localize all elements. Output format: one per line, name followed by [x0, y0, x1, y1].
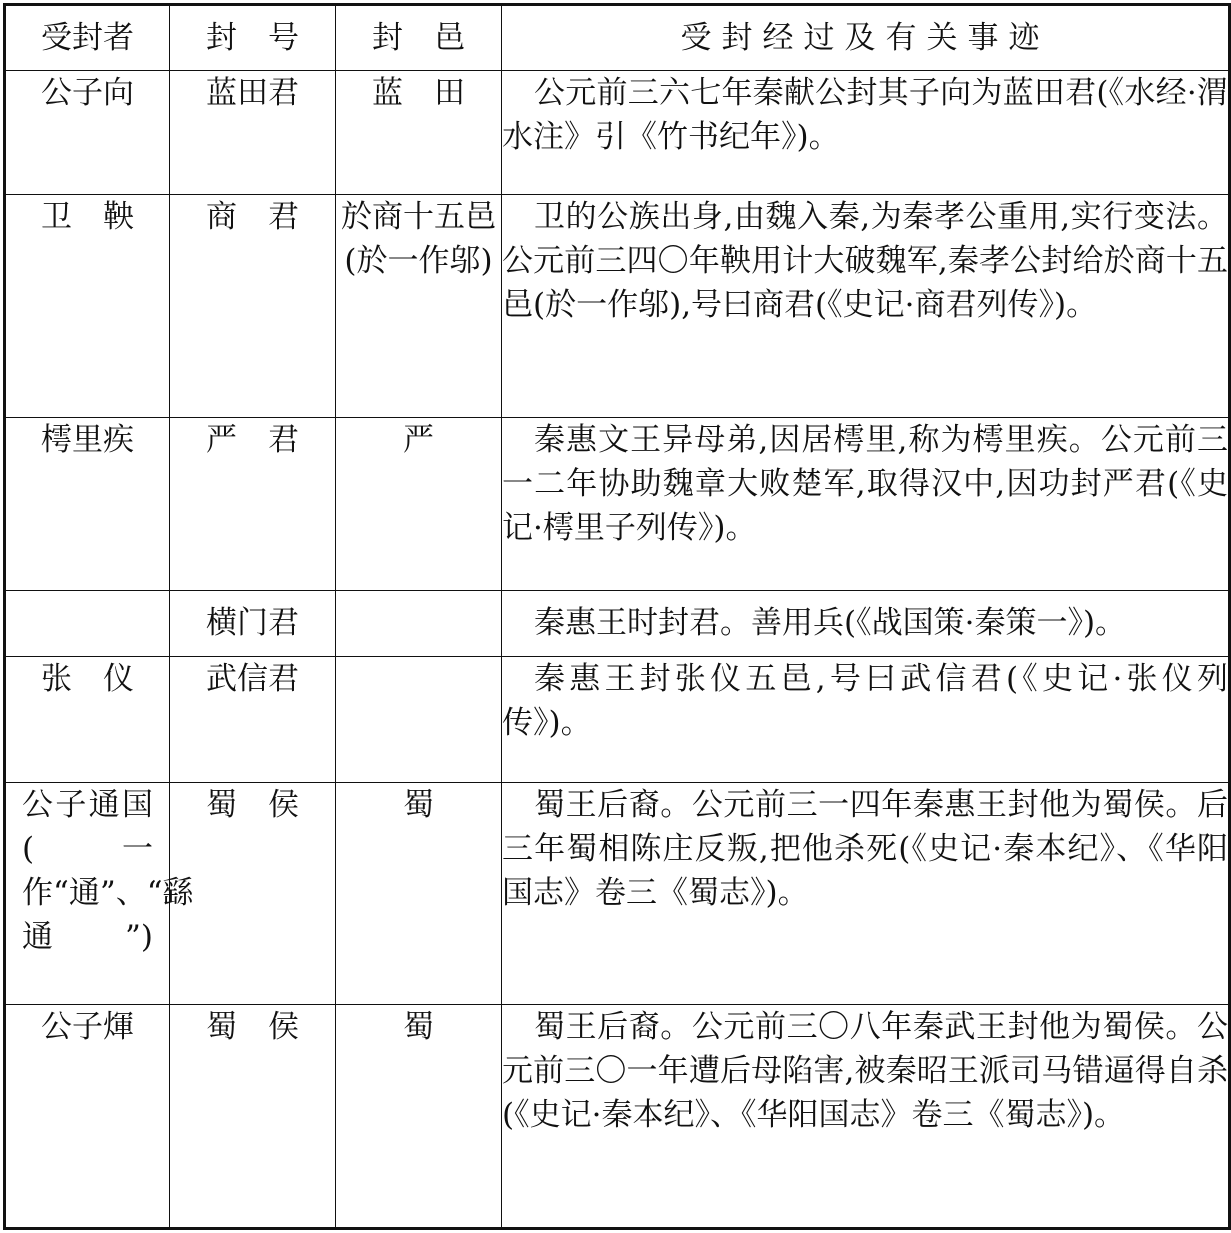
cell-title: 蜀 侯: [170, 783, 336, 1005]
table-row: [5, 657, 1230, 783]
cell-events: 蜀王后裔。公元前三〇八年秦武王封他为蜀侯。公元前三〇一年遭后母陷害,被秦昭王派司马错逼得自杀(《史记·秦本纪》、《华阳国志》卷三《蜀志》)。: [502, 1005, 1230, 1229]
cell-events: 秦惠王时封君。善用兵(《战国策·秦策一》)。: [502, 591, 1230, 657]
cell-recipient: 樗里疾: [5, 418, 170, 591]
cell-recipient: 公子通国(一作“通”、“繇通”): [5, 783, 170, 1005]
cell-title: 横门君: [170, 591, 336, 657]
table-row: [5, 591, 1230, 657]
cell-title: 蜀 侯: [170, 1005, 336, 1229]
cell-fief: 严: [336, 418, 502, 591]
cell-fief: 蜀: [336, 783, 502, 1005]
cell-events: 公元前三六七年秦献公封其子向为蓝田君(《水经·渭水注》引《竹书纪年》)。: [502, 71, 1230, 195]
cell-fief: 蜀: [336, 1005, 502, 1229]
cell-recipient: 卫 鞅: [5, 195, 170, 418]
cell-recipient: 公子煇: [5, 1005, 170, 1229]
table-row: [5, 783, 1230, 1005]
cell-recipient: [5, 591, 170, 657]
cell-title: 严 君: [170, 418, 336, 591]
header-recipient: 受封者: [5, 5, 170, 71]
cell-fief: [336, 591, 502, 657]
cell-title: 蓝田君: [170, 71, 336, 195]
header-fief: 封 邑: [336, 5, 502, 71]
fief-table: [3, 3, 1231, 1230]
cell-events: 秦惠王封张仪五邑,号曰武信君(《史记·张仪列传》)。: [502, 657, 1230, 783]
cell-fief: 蓝 田: [336, 71, 502, 195]
header-events: 受封经过及有关事迹: [502, 5, 1230, 71]
cell-title: 武信君: [170, 657, 336, 783]
cell-recipient: 公子向: [5, 71, 170, 195]
cell-events: 卫的公族出身,由魏入秦,为秦孝公重用,实行变法。公元前三四〇年鞅用计大破魏军,秦孝公封给於商十五邑(於一作邬),号曰商君(《史记·商君列传》)。: [502, 195, 1230, 418]
cell-fief: 於商十五邑(於一作邬): [336, 195, 502, 418]
table-row: [5, 195, 1230, 418]
header-row: [5, 5, 1230, 71]
cell-events: 蜀王后裔。公元前三一四年秦惠王封他为蜀侯。后三年蜀相陈庄反叛,把他杀死(《史记·秦本纪》、《华阳国志》卷三《蜀志》)。: [502, 783, 1230, 1005]
table-row: [5, 418, 1230, 591]
header-title: 封 号: [170, 5, 336, 71]
cell-recipient: 张 仪: [5, 657, 170, 783]
table-row: [5, 1005, 1230, 1229]
table-row: [5, 71, 1230, 195]
cell-events: 秦惠文王异母弟,因居樗里,称为樗里疾。公元前三一二年协助魏章大败楚军,取得汉中,因功封严君(《史记·樗里子列传》)。: [502, 418, 1230, 591]
cell-title: 商 君: [170, 195, 336, 418]
cell-fief: [336, 657, 502, 783]
